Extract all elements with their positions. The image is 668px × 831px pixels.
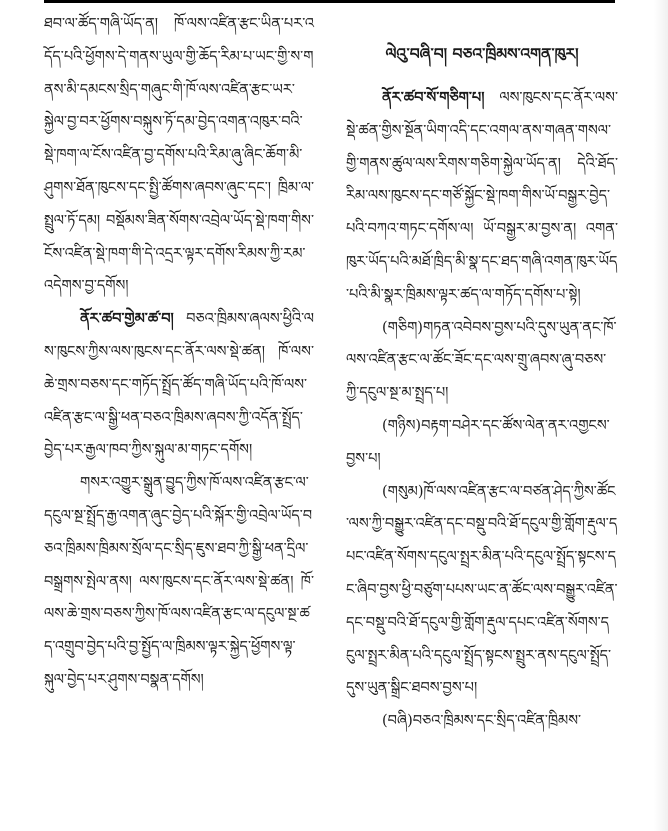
left-paragraph-3: གསར་འགྱུར་སྒྲུན་བྱུད་ཀྱིས་ཁོ་ལས་འཛིན་རྩང་ལ་དངུལ་སྔ་སྤྲོད་རྒྱ་འགན་ཞུང་བྱེད་པའི་སྐོར་གྱི་འབྲེལ་ཡོད་བཅའ་ཁྲིམས་ཁྲིམས་སྲོལ་དང་སྲིད་ཇུས་ཐབ་ཀྱི་སྒྱི་ཕན་དྲིལ་བསྒྲགས་སྤེལ་ནས། ལས་ཁུངས་དང་ནོར་ལས་སྡེ་ཚན། ཁོ་ལས་ཆེ་གྲས་བཅས་ཀྱིས་ཁོ་ལས་འཛིན་རྩང་ལ་དངུལ་སྔ་ཚད་འགྲུབ་བྱེད་པའི་བྱ་སྤྱོད་ལ་ཁྲིམས་ལྟར་སྐྱེད་ཕྱོགས་ལྟ་སྐུལ་བྱེད་པར་ཤུགས་བསྣན་དགོས། — [44, 475, 314, 688]
left-paragraph-2 — [44, 303, 314, 467]
chapter-title: ལེའུ་བཞི་བ། བཅའ་ཁྲིམས་འགན་ཁུར། — [385, 44, 579, 63]
page-edge-shadow — [654, 0, 668, 831]
left-paragraph-1: ཐབ་ལ་ཚོད་གཞི་ཡོད་ན། ཁོ་ལས་འཛིན་རྩང་ཡིན་པར་འདོད་པའི་ཕྱོགས་དེ་གནས་ཡུལ་གྱི་ཆོད་རིམ་པ་ཡང་གྱི་ས་གནས་མི་དམངས་སྲིད་གཞུང་གི་ཁོ་ལས་འཛིན་རྩང་ཡར་སྐྱེལ་བྱ་བར་ཕྱོགས་བསྐུས་ཏོ་དམ་བྱེད་འགན་འཁུར་བའི་སྡེ་ཁག་ལ་ངོས་འཛིན་བྱ་དགོས་པའི་རིམ་ཞུ་ཞིང་ཆོག་མི་ཤུགས་ཐོན་ཁུངས་དང་སྤྱི་ཚོགས་ཞབས་ཞུང་དང་། ཁྲིམ་ལ་སྤྲུལ་ཏོ་དམ། བསྡོམས་ཟིན་སོགས་འབྲེལ་ཡོད་སྡེ་ཁག་གིས་ངོས་འཛིན་སྡེ་ཁག་གི་དེ་འདྲར་ལྟར་དགོས་རིམས་ཀྱི་རམ་འདེགས་བྱ་དགོས། — [44, 16, 314, 295]
clause-4: (བཞི)བཅའ་ཁྲིམས་དང་སྲིད་འཛིན་ཁྲིམས་ — [382, 713, 582, 730]
article-heading-30: ནོར་ཚབ་གྱེམ་ཚ་བ། — [80, 310, 174, 328]
article-heading-31: ནོར་ཚབ་སོ་གཅིག་པ། — [382, 89, 485, 106]
clause-3: (གསུམ)ཁོ་ལས་འཛིན་རྩང་ལ་བཙན་ཤེད་ཀྱིས་ཚོང་ལས་ཀྱི་བསྒྱུར་འཛིན་དང་བསྡུ་བའི་ཐོ་དངུལ་གྱི་གློག་རྡུལ་དཔང་འཛིན་སོགས་དངུལ་སྤྲར་མིན་པའི་དངུལ་སྤྲོད་སྟངས་དང་ཞིབ་བྱས་ཕྱི་བཙུག་པཔས་ཡང་ན་ཚོང་ལས་བསྒྱུར་འཛིན་དང་བསྡུ་བའི་ཐོ་དངུལ་གྱི་གློག་རྡུལ་དཔང་འཛིན་སོགས་དངུལ་སྤྲར་མིན་པའི་དངུལ་སྤྲོད་སྟངས་སྤྲུར་ནས་དངུལ་སྤྲོད་དུས་ཡུན་སྒྲིང་ཐབས་བྱས་པ། — [346, 483, 618, 697]
right-paragraph-1-body: ལས་ཁུངས་དང་ནོར་ལས་སྡེ་ཚན་གྱིས་སྔོན་ཡིག་འདི་དང་འགལ་ནས་གཞན་གསལ་གྱི་གནས་ཚུལ་ལས་རིགས་གཅིག་སྐྱེལ་ཡོད་ན། དེའི་ཐོད་རིམ་ལས་ཁུངས་དང་གཙོ་སྐྱོང་སྡེ་ཁག་གིས་ཡོ་བསྒྱར་བྱེད་པའི་བཀའ་གཏང་དགོས་ལ། ཡོ་བསྒྱར་མ་བྱས་ན། འགན་ཁུར་ཡོད་པའི་མཐོ་ཁྲིད་མི་སྣ་དང་ཐད་གཞི་འགན་ཁུར་ཡོད་པའི་མི་སྣར་ཁྲིམས་ལྟར་ཚད་ལ་གཏོད་དགོས་པ་སྟེ། — [346, 90, 618, 303]
left-column — [44, 8, 314, 697]
clause-2: (གཉིས)བརྟག་བཤེར་དང་ཚོས་ལེན་ནར་འགྱངས་བྱས་པ། — [346, 417, 610, 467]
right-paragraph-1 — [346, 82, 618, 312]
clause-1: (གཅིག)གཏན་འབེབས་བྱས་པའི་དུས་ཡུན་ནང་ཁོ་ལས་འཛིན་རྩང་ལ་ཚོང་ཟོང་དང་ལས་གྲུ་ཞབས་ཞུ་བཅས་ཀྱི་དངུལ་སྔ་མ་སྤྲད་པ། — [346, 319, 617, 402]
top-rule — [44, 0, 615, 3]
right-column — [346, 8, 618, 738]
left-paragraph-2-body: བཅའ་ཁྲིམས་ཞལས་ཕྱིའི་ལས་ཁུངས་ཀྱིས་ལས་ཁུངས་དང་ནོར་ལས་སྡེ་ཚན། ཁོ་ལས་ཆེ་གྲས་བཅས་དང་གཏོད་སྤྲོད་ཚོད་གཞི་ཡོད་པའི་ཁོ་ལས་འཛིན་རྩང་ལ་སྒྱི་ཕན་བཅའ་ཁྲིམས་ཞབས་ཀྱི་འདོན་སྤྲོད་བྱེད་པར་རྒྱལ་ཁབ་ཀྱིས་སྐུལ་མ་གཏང་དགོས། — [44, 311, 314, 459]
